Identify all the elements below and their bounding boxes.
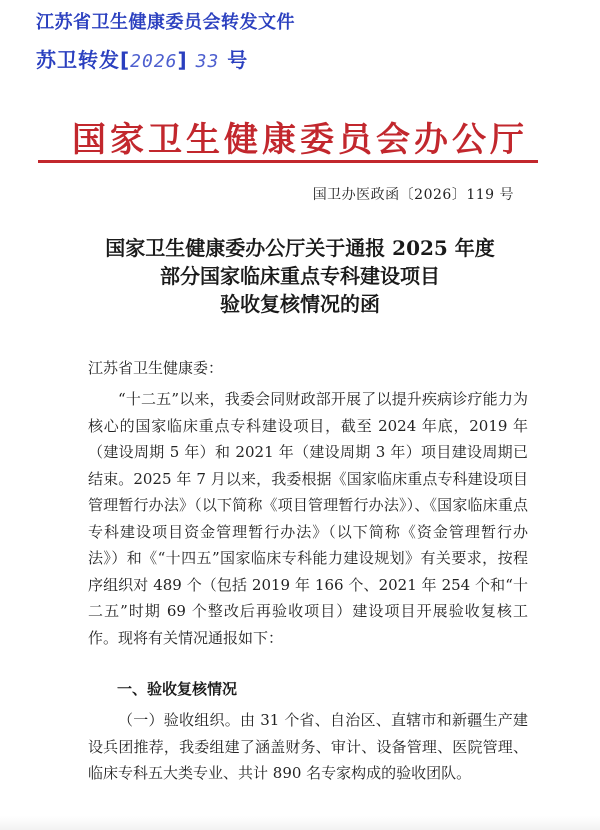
forward-suffix: 号 (227, 48, 249, 72)
body-text (88, 386, 528, 651)
document-number: 国卫办医政函〔2026〕119 号 (312, 187, 514, 203)
section-heading: 一、验收复核情况 (117, 680, 238, 698)
forward-prefix: 苏卫转发 (36, 48, 120, 72)
title-line-2: 部分国家临床重点专科建设项目 (160, 264, 440, 288)
paragraph-2: （一）验收组织。由 31 个省、自治区、直辖市和新疆生产建设兵团推荐，我委组建了涵盖财务、审计、设备管理、医院管理、临床专科五大类专业、共计 890 名专家构成的验收团队。 (88, 711, 528, 782)
forward-header (36, 8, 295, 73)
document-title (0, 234, 600, 318)
forward-document-number: 苏卫转发[2026] 33 号 (36, 48, 249, 72)
page-bottom-edge (0, 816, 600, 830)
body-text-2 (88, 707, 528, 787)
forward-number: 33 (195, 51, 220, 72)
addressee: 江苏省卫生健康委： (88, 359, 224, 377)
red-divider (38, 160, 538, 163)
forward-org-name: 江苏省卫生健康委员会转发文件 (36, 12, 295, 33)
title-line-3: 验收复核情况的函 (220, 292, 380, 316)
issuer-title: 国家卫生健康委员会办公厅 (72, 120, 528, 160)
paragraph-1: “十二五”以来，我委会同财政部开展了以提升疾病诊疗能力为核心的国家临床重点专科建设项目，截至 2024 年底，2019 年（建设周期 5 年）和 2021 年（建设周期 3 年）项目建设周期已结束。2025 年 7 月以来，我委根据《国家临床重点专科建设项目管理暂行办法》（以下简称《项目管理暂行办法》）、《国家临床重点专科建设项目资金管理暂行办法》（以下简称《资金管理暂行办法》）和《“十四五”国家临床专科能力建设规划》有关要求，按程序组织对 489 个（包括 2019 年 166 个、2021 年 254 个和“十二五”时期 69 个整改后再验收项目）建设项目开展验收复核工作。现将有关情况通报如下： (88, 390, 528, 647)
forward-year: 2026 (130, 51, 178, 72)
title-line-1: 国家卫生健康委办公厅关于通报 2025 年度 (105, 236, 495, 260)
